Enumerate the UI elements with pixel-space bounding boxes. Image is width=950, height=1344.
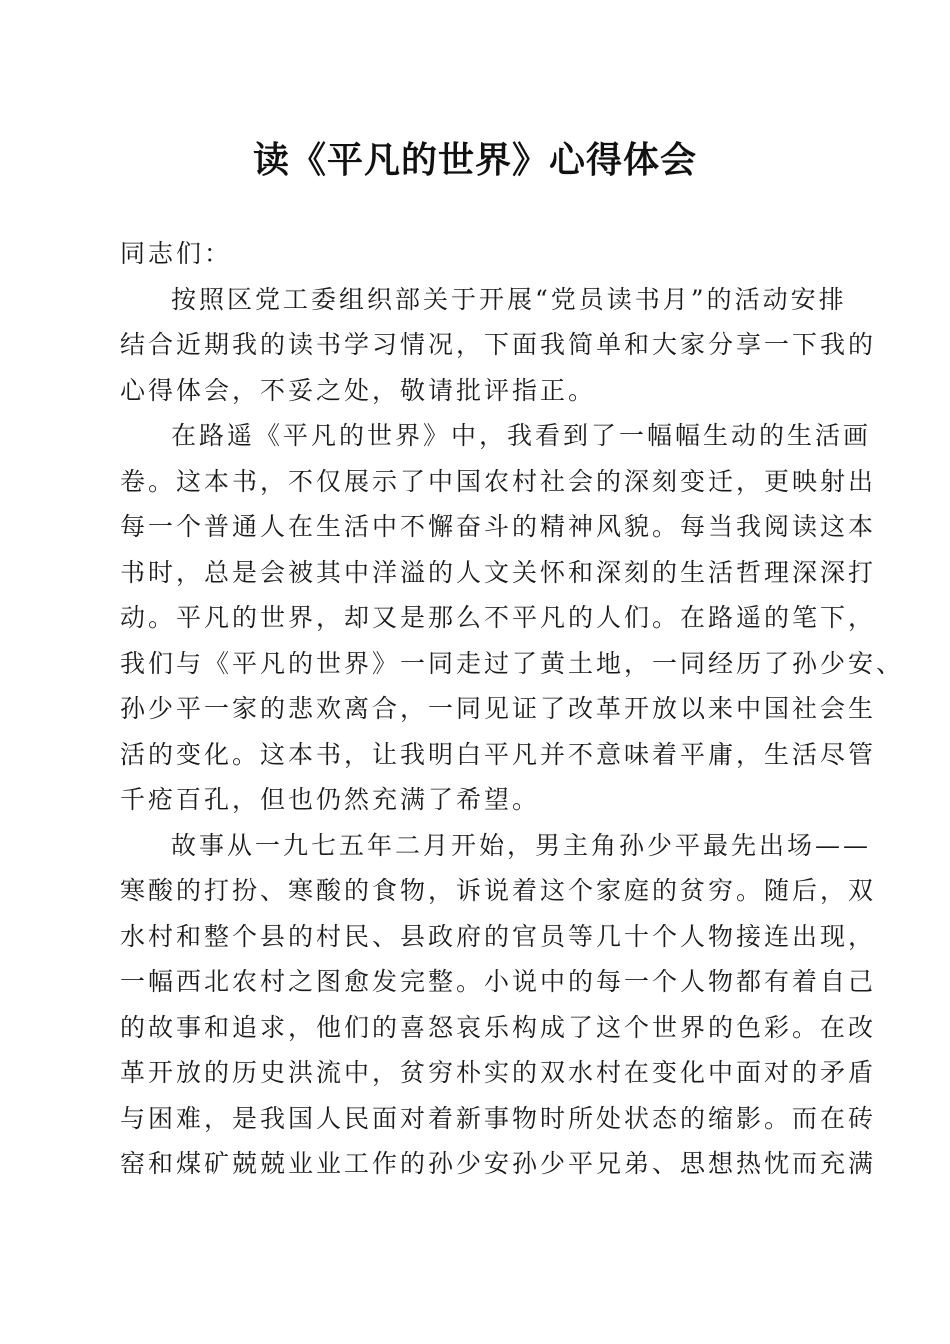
- paragraph-line: 一幅西北农村之图愈发完整。小说中的每一个人物都有着自己: [120, 967, 877, 996]
- paragraph-line: 按照区党工委组织部关于开展“党员读书月”的活动安排: [171, 284, 847, 314]
- paragraph-1: [120, 277, 877, 414]
- paragraph-line: 的故事和追求，他们的喜怒哀乐构成了这个世界的色彩。在改: [120, 1012, 877, 1042]
- paragraph-line: 我们与《平凡的世界》一同走过了黄土地，一同经历了孙少安、: [120, 648, 905, 678]
- paragraph-line: 千疮百孔，但也仍然充满了希望。: [120, 785, 541, 814]
- paragraph-line: 故事从一九七五年二月开始，男主角孙少平最先出场——: [171, 830, 872, 860]
- paragraph-line: 革开放的历史洪流中，贫穷朴实的双水村在变化中面对的矛盾: [120, 1058, 877, 1087]
- paragraph-line: 水村和整个县的村民、县政府的官员等几十个人物接连出现，: [120, 921, 877, 951]
- paragraph-line: 卷。这本书，不仅展示了中国农村社会的深刻变迁，更映射出: [120, 466, 877, 496]
- paragraph-line: 活的变化。这本书，让我明白平凡并不意味着平庸，生活尽管: [120, 739, 877, 769]
- paragraph-line: 书时，总是会被其中洋溢的人文关怀和深刻的生活哲理深深打: [120, 557, 877, 587]
- paragraph-3: [120, 823, 877, 1187]
- document-body: [120, 231, 905, 1187]
- paragraph-line: 每一个普通人在生活中不懈奋斗的精神风貌。每当我阅读这本: [120, 512, 877, 541]
- salutation: 同志们：: [120, 239, 233, 268]
- paragraph-line: 在路遥《平凡的世界》中，我看到了一幅幅生动的生活画: [171, 421, 872, 450]
- paragraph-2: [120, 413, 905, 823]
- paragraph-line: 孙少平一家的悲欢离合，一同见证了改革开放以来中国社会生: [120, 694, 877, 723]
- paragraph-line: 心得体会，不妥之处，敬请批评指正。: [120, 375, 597, 405]
- paragraph-line: 动。平凡的世界，却又是那么不平凡的人们。在路遥的笔下，: [120, 603, 877, 632]
- page-title: 读《平凡的世界》心得体会: [252, 139, 697, 181]
- paragraph-line: 寒酸的打扮、寒酸的食物，诉说着这个家庭的贫穷。随后，双: [120, 876, 877, 905]
- paragraph-line: 与困难，是我国人民面对着新事物时所处状态的缩影。而在砖: [120, 1103, 877, 1133]
- paragraph-line: 窑和煤矿兢兢业业工作的孙少安孙少平兄弟、思想热忱而充满: [120, 1149, 877, 1178]
- paragraph-line: 结合近期我的读书学习情况，下面我简单和大家分享一下我的: [120, 330, 877, 359]
